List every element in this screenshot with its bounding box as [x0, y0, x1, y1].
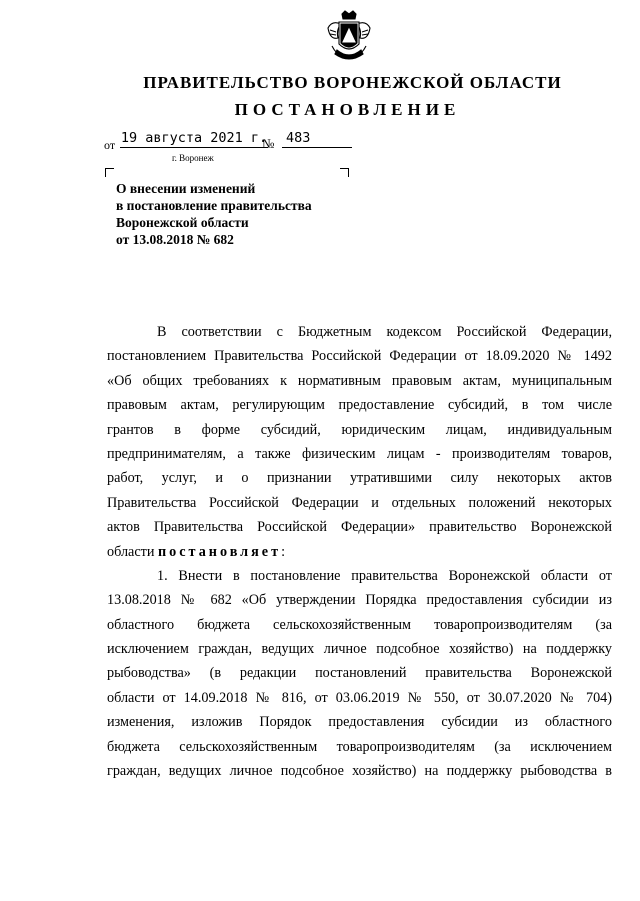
- body-line: 13.08.2018 № 682 «Об утверждении Порядка предоставления субсидии из: [107, 592, 612, 609]
- body-line: рыбоводства» (в редакции постановлений правительства Воронежской: [107, 665, 612, 682]
- body-line: постановлением Правительства Российской Федерации от 18.09.2020 № 1492: [107, 348, 612, 365]
- document-number: 483: [282, 130, 352, 148]
- resolution-prefix: области: [107, 543, 158, 560]
- resolution-line: [107, 540, 612, 564]
- coat-of-arms-emblem: [322, 10, 376, 64]
- body-line: правовым актам, регулирующим предоставление субсидий, в том числе: [107, 397, 612, 414]
- body-line: областного бюджета сельскохозяйственным товаропроизводителям (за: [107, 616, 612, 633]
- date-prefix: от: [104, 138, 116, 152]
- body-line: области от 14.09.2018 № 816, от 03.06.2019 № 550, от 30.07.2020 № 704): [107, 689, 612, 706]
- body-line: исключением граждан, ведущих личное подсобное хозяйство) на поддержку: [107, 641, 612, 658]
- body-line: Правительства Российской Федерации и отдельных положений некоторых: [107, 494, 612, 511]
- organization-name: ПРАВИТЕЛЬСТВО ВОРОНЕЖСКОЙ ОБЛАСТИ: [143, 73, 562, 92]
- document-type-title: ПОСТАНОВЛЕНИЕ: [234, 100, 461, 119]
- number-label: №: [262, 136, 275, 151]
- body-line: 1. Внести в постановление правительства Воронежской области от: [157, 567, 612, 584]
- body-line: предпринимателям, а также физическим лицам - производителям товаров,: [107, 445, 612, 462]
- subject-corner-right: [340, 168, 349, 177]
- body-line: актов Правительства Российской Федерации» правительство Воронежской: [107, 519, 612, 536]
- resolution-suffix: :: [281, 543, 286, 560]
- document-subject: [116, 180, 356, 248]
- body-line: граждан, ведущих личное подсобное хозяйство) на поддержку рыбоводства в: [107, 763, 612, 780]
- date-number-row: [98, 130, 358, 152]
- body-line: бюджета сельскохозяйственным товаропроизводителям (за исключением: [107, 738, 612, 755]
- body-line: В соответствии с Бюджетным кодексом Российской Федерации,: [157, 324, 612, 340]
- subject-line: Воронежской области: [116, 215, 249, 230]
- document-date: 19 августа 2021 г.: [120, 130, 268, 146]
- subject-line: в постановление правительства: [116, 198, 312, 213]
- subject-line: от 13.08.2018 № 682: [116, 232, 234, 247]
- body-line: «Об общих требованиях к нормативным правовым актам, муниципальным: [107, 372, 612, 389]
- document-body: [107, 320, 612, 783]
- city-name: г. Воронеж: [172, 153, 214, 163]
- body-line: работ, услуг, и о признании утратившими силу некоторых актов: [107, 470, 612, 487]
- body-line: грантов в форме субсидий, юридическим лицам, индивидуальным: [107, 421, 612, 438]
- body-line: изменения, изложив Порядок предоставления субсидии из областного: [107, 714, 612, 731]
- resolution-verb: постановляет: [157, 543, 282, 560]
- subject-corner-left: [105, 168, 114, 177]
- subject-line: О внесении изменений: [116, 181, 256, 196]
